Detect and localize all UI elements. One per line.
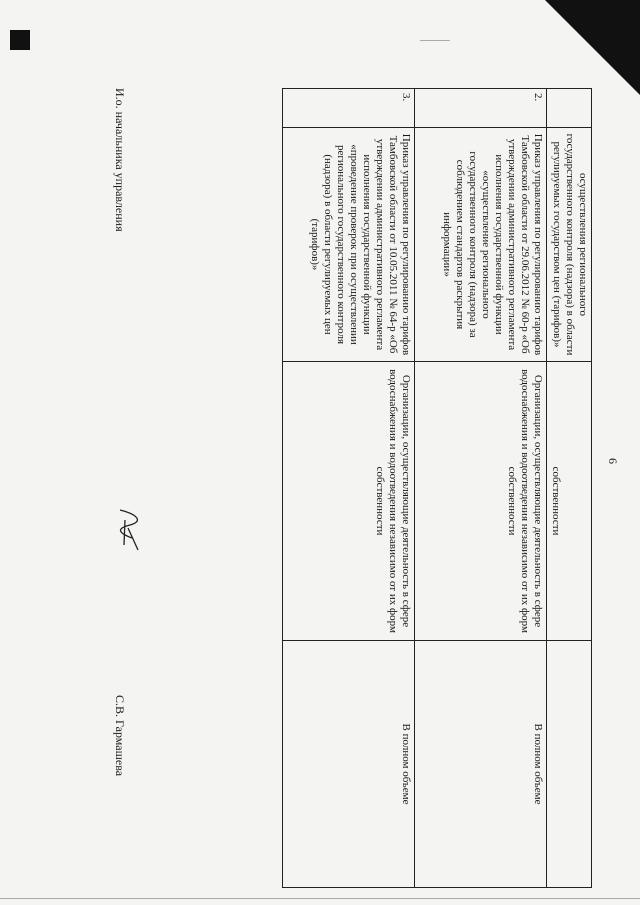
row-number: 2. [415,89,547,128]
regulated-entities: Организации, осуществляющие деятельность в сфере водоснабжения и водоотведения независимо от их форм собственности [415,362,547,641]
legal-act: Приказ управления по регулированию тарифов Тамбовской области от 29.06.2012 № 60-р «Об утверждении административного регламента исполнения государственной функции «осуществление регионального государственного контроля (надзора) за соблюдением стандартов раскрытия информации» [415,128,547,362]
row-number [547,89,592,128]
row-number: 3. [283,89,415,128]
legal-act: Приказ управления по регулированию тарифов Тамбовской области от 10.05.2011 № 64-р «Об утверждении административного регламента исполнения государственной функции «проведение проверок при осуществлении регионального государственного контроля (надзора) в области регулируемых цен (тарифов)» [283,128,415,362]
application-scope: В полном объеме [283,641,415,888]
table-row [415,89,547,888]
regulations-table [282,88,592,888]
legal-act: осуществления регионального государственного контроля (надзора) в области регулируемых государством цен (тарифов)» [547,128,592,362]
table-row [283,89,415,888]
page-number: 6 [606,458,620,464]
application-scope: В полном объеме [415,641,547,888]
signer-name: С.В. Гармашева [113,695,127,777]
table-row [547,89,592,888]
signer-title: И.о. начальника управления [113,88,127,232]
application-scope [547,641,592,888]
regulated-entities: собственности [547,362,592,641]
regulated-entities: Организации, осуществляющие деятельность в сфере водоснабжения и водоотведения независимо от их форм собственности [283,362,415,641]
handwritten-signature [110,500,150,560]
